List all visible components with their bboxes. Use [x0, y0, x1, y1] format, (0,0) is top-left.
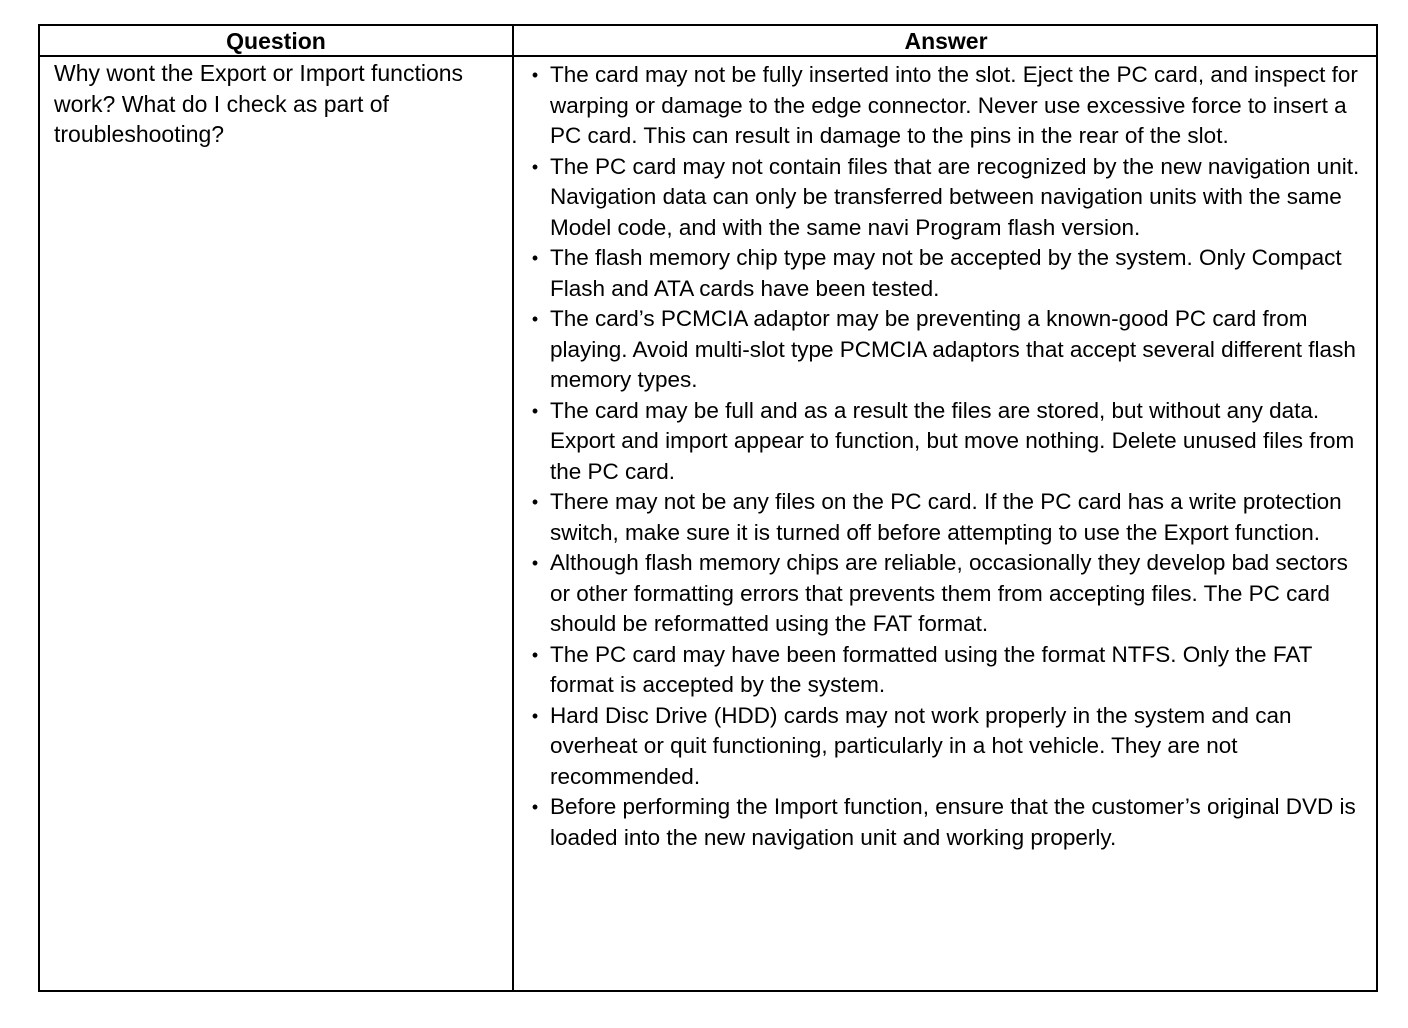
- answer-item: [528, 701, 1370, 793]
- answer-text: The flash memory chip type may not be accepted by the system. Only Compact Flash and ATA cards have been tested.: [550, 245, 1342, 301]
- question-cell: Why wont the Export or Import functions work? What do I check as part of troubleshooting?: [54, 60, 464, 147]
- answer-column-header: Answer: [904, 28, 988, 54]
- answer-item: [528, 792, 1370, 853]
- question-column-header: Question: [226, 28, 326, 54]
- bullet-icon: •: [531, 248, 539, 268]
- answer-item: [528, 640, 1370, 701]
- bullet-icon: •: [531, 797, 539, 817]
- bullet-icon: •: [531, 65, 539, 85]
- answer-item: [528, 396, 1370, 488]
- faq-table: [38, 24, 1378, 992]
- answer-item: [528, 152, 1370, 244]
- bullet-icon: •: [531, 705, 539, 726]
- answer-text: The card may not be fully inserted into the slot. Eject the PC card, and inspect for warping or damage to the edge connector. Never use excessive force to insert a PC card. This can result in damage to the pins in the rear of the slot.: [550, 62, 1358, 148]
- bullet-icon: •: [531, 492, 539, 512]
- answer-text: Before performing the Import function, ensure that the customer’s original DVD is loaded into the new navigation unit and working properly.: [550, 794, 1356, 850]
- answer-item: [528, 243, 1370, 304]
- bullet-icon: •: [531, 156, 539, 177]
- answer-list: [528, 60, 1370, 853]
- table-header-row: [40, 26, 1376, 57]
- answer-item: [528, 60, 1370, 152]
- answer-text: Hard Disc Drive (HDD) cards may not work properly in the system and can overheat or quit functioning, particularly in a hot vehicle. They are not recommended.: [550, 702, 1292, 789]
- answer-text: The card may be full and as a result the files are stored, but without any data. Export and import appear to function, but move nothing. Delete unused files from the PC card.: [550, 397, 1355, 484]
- answer-text: The PC card may have been formatted using the format NTFS. Only the FAT format is accepted by the system.: [550, 641, 1313, 697]
- answer-item: [528, 304, 1370, 396]
- bullet-icon: •: [531, 644, 539, 665]
- answer-item: [528, 487, 1370, 548]
- answer-item: [528, 548, 1370, 640]
- answer-text: The PC card may not contain files that are recognized by the new navigation unit. Navigation data can only be transferred between navigation units with the same Model code, and with the same navi Program flash version.: [550, 153, 1360, 240]
- column-divider: [512, 26, 514, 990]
- answer-text: There may not be any files on the PC card. If the PC card has a write protection switch, make sure it is turned off before attempting to use the Export function.: [550, 489, 1342, 545]
- answer-text: The card’s PCMCIA adaptor may be preventing a known-good PC card from playing. Avoid multi-slot type PCMCIA adaptors that accept several different flash memory types.: [550, 306, 1356, 392]
- bullet-icon: •: [531, 553, 539, 573]
- bullet-icon: •: [531, 400, 539, 421]
- bullet-icon: •: [531, 309, 539, 329]
- answer-text: Although flash memory chips are reliable, occasionally they develop bad sectors or other formatting errors that prevents them from accepting files. The PC card should be reformatted using the FAT format.: [550, 550, 1348, 636]
